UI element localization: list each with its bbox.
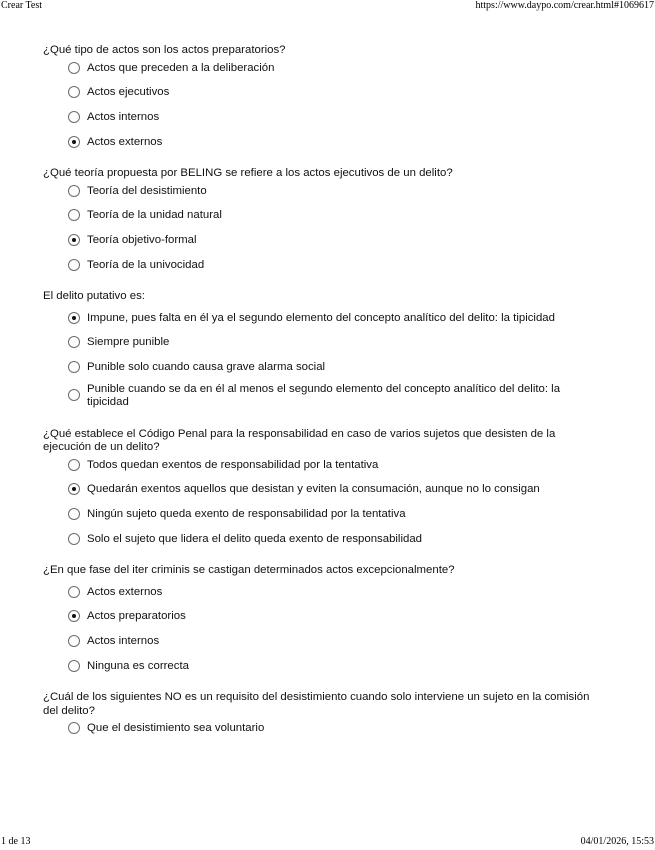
answer-option[interactable] (43, 111, 603, 125)
answer-label: Actos que preceden a la deliberación (87, 61, 275, 74)
question-text: El delito putativo es: (43, 290, 145, 303)
answer-label: Teoría objetivo-formal (87, 233, 197, 246)
radio-button[interactable] (68, 660, 80, 672)
answer-label: Punible solo cuando causa grave alarma social (87, 361, 326, 373)
question-2 (43, 167, 603, 272)
radio-button[interactable] (68, 62, 80, 74)
answer-label: Actos externos (87, 585, 163, 598)
answer-option[interactable] (43, 722, 603, 736)
answer-label: Solo el sujeto que lidera el delito queda exento de responsabilidad (87, 532, 423, 545)
answer-option[interactable] (43, 62, 603, 76)
answer-label: Teoría de la unidad natural (87, 209, 222, 222)
radio-button[interactable] (68, 86, 80, 98)
radio-button-selected[interactable] (68, 234, 80, 246)
answer-option[interactable] (43, 586, 603, 600)
radio-button[interactable] (68, 259, 80, 271)
radio-button[interactable] (68, 586, 80, 598)
answer-option[interactable] (43, 508, 603, 522)
radio-button[interactable] (68, 635, 80, 647)
answer-option[interactable] (43, 185, 603, 199)
radio-button[interactable] (68, 111, 80, 123)
question-3 (43, 290, 603, 409)
question-text: ¿Qué establece el Código Penal para la responsabilidad en caso de varios sujetos que desisten de la ejecución de un delito? (43, 427, 556, 453)
answer-option[interactable] (43, 383, 603, 410)
page-counter: 1 de 13 (1, 836, 31, 847)
radio-button[interactable] (68, 459, 80, 471)
answer-label: Ninguna es correcta (87, 659, 189, 672)
answer-option[interactable] (43, 459, 603, 473)
question-1 (43, 44, 603, 149)
radio-button[interactable] (68, 361, 80, 373)
radio-button[interactable] (68, 389, 80, 401)
question-5 (43, 564, 603, 673)
answer-label: Teoría de la univocidad (87, 258, 205, 271)
question-text: ¿Qué teoría propuesta por BELING se refiere a los actos ejecutivos de un delito? (43, 167, 453, 180)
radio-button-selected[interactable] (68, 136, 80, 148)
answer-label: Actos externos (87, 135, 163, 148)
answer-option[interactable] (43, 209, 603, 223)
radio-button[interactable] (68, 722, 80, 734)
radio-button[interactable] (68, 508, 80, 520)
answer-option[interactable] (43, 483, 603, 497)
answer-option[interactable] (43, 86, 603, 100)
answer-label: Punible cuando se da en él al menos el segundo elemento del concepto analítico del delito: la tipicidad (87, 382, 561, 408)
print-timestamp: 04/01/2026, 15:53 (580, 836, 654, 847)
answer-label: Ningún sujeto queda exento de responsabilidad por la tentativa (87, 507, 406, 520)
answer-option[interactable] (43, 610, 603, 624)
answer-label: Que el desistimiento sea voluntario (87, 722, 265, 735)
answer-label: Todos quedan exentos de responsabilidad por la tentativa (87, 458, 379, 471)
answer-label: Quedarán exentos aquellos que desistan y eviten la consumación, aunque no lo consigan (87, 483, 540, 496)
radio-button-selected[interactable] (68, 483, 80, 495)
page-header-url: https://www.daypo.com/crear.html#1069617 (475, 0, 654, 11)
answer-option[interactable] (43, 234, 603, 248)
answer-label: Actos internos (87, 634, 160, 647)
question-text: ¿Qué tipo de actos son los actos preparatorios? (43, 44, 286, 56)
radio-button[interactable] (68, 185, 80, 197)
answer-option[interactable] (43, 660, 603, 674)
radio-button[interactable] (68, 336, 80, 348)
question-4 (43, 428, 603, 547)
answer-label: Teoría del desistimiento (87, 184, 207, 197)
question-text: ¿Cuál de los siguientes NO es un requisito del desistimiento cuando solo interviene un sujeto en la comisión del delito? (43, 691, 590, 717)
radio-button-selected[interactable] (68, 610, 80, 622)
radio-button-selected[interactable] (68, 312, 80, 324)
answer-label: Actos internos (87, 110, 160, 123)
answer-option[interactable] (43, 533, 603, 547)
radio-button[interactable] (68, 209, 80, 221)
answer-option[interactable] (43, 136, 603, 150)
answer-option[interactable] (43, 336, 603, 350)
page-header-title: Crear Test (1, 0, 43, 11)
answer-option[interactable] (43, 361, 603, 375)
question-6 (43, 691, 603, 736)
answer-option[interactable] (43, 635, 603, 649)
radio-button[interactable] (68, 533, 80, 545)
answer-label: Actos ejecutivos (87, 86, 170, 99)
quiz-content (43, 44, 603, 736)
question-text: ¿En que fase del iter criminis se castigan determinados actos excepcionalmente? (43, 564, 455, 577)
answer-option[interactable] (43, 259, 603, 273)
answer-label: Actos preparatorios (87, 610, 186, 623)
answer-label: Impune, pues falta en él ya el segundo elemento del concepto analítico del delito: la tipicidad (87, 311, 555, 324)
answer-label: Siempre punible (87, 336, 170, 349)
page-header (0, 0, 655, 14)
answer-option[interactable] (43, 312, 603, 326)
